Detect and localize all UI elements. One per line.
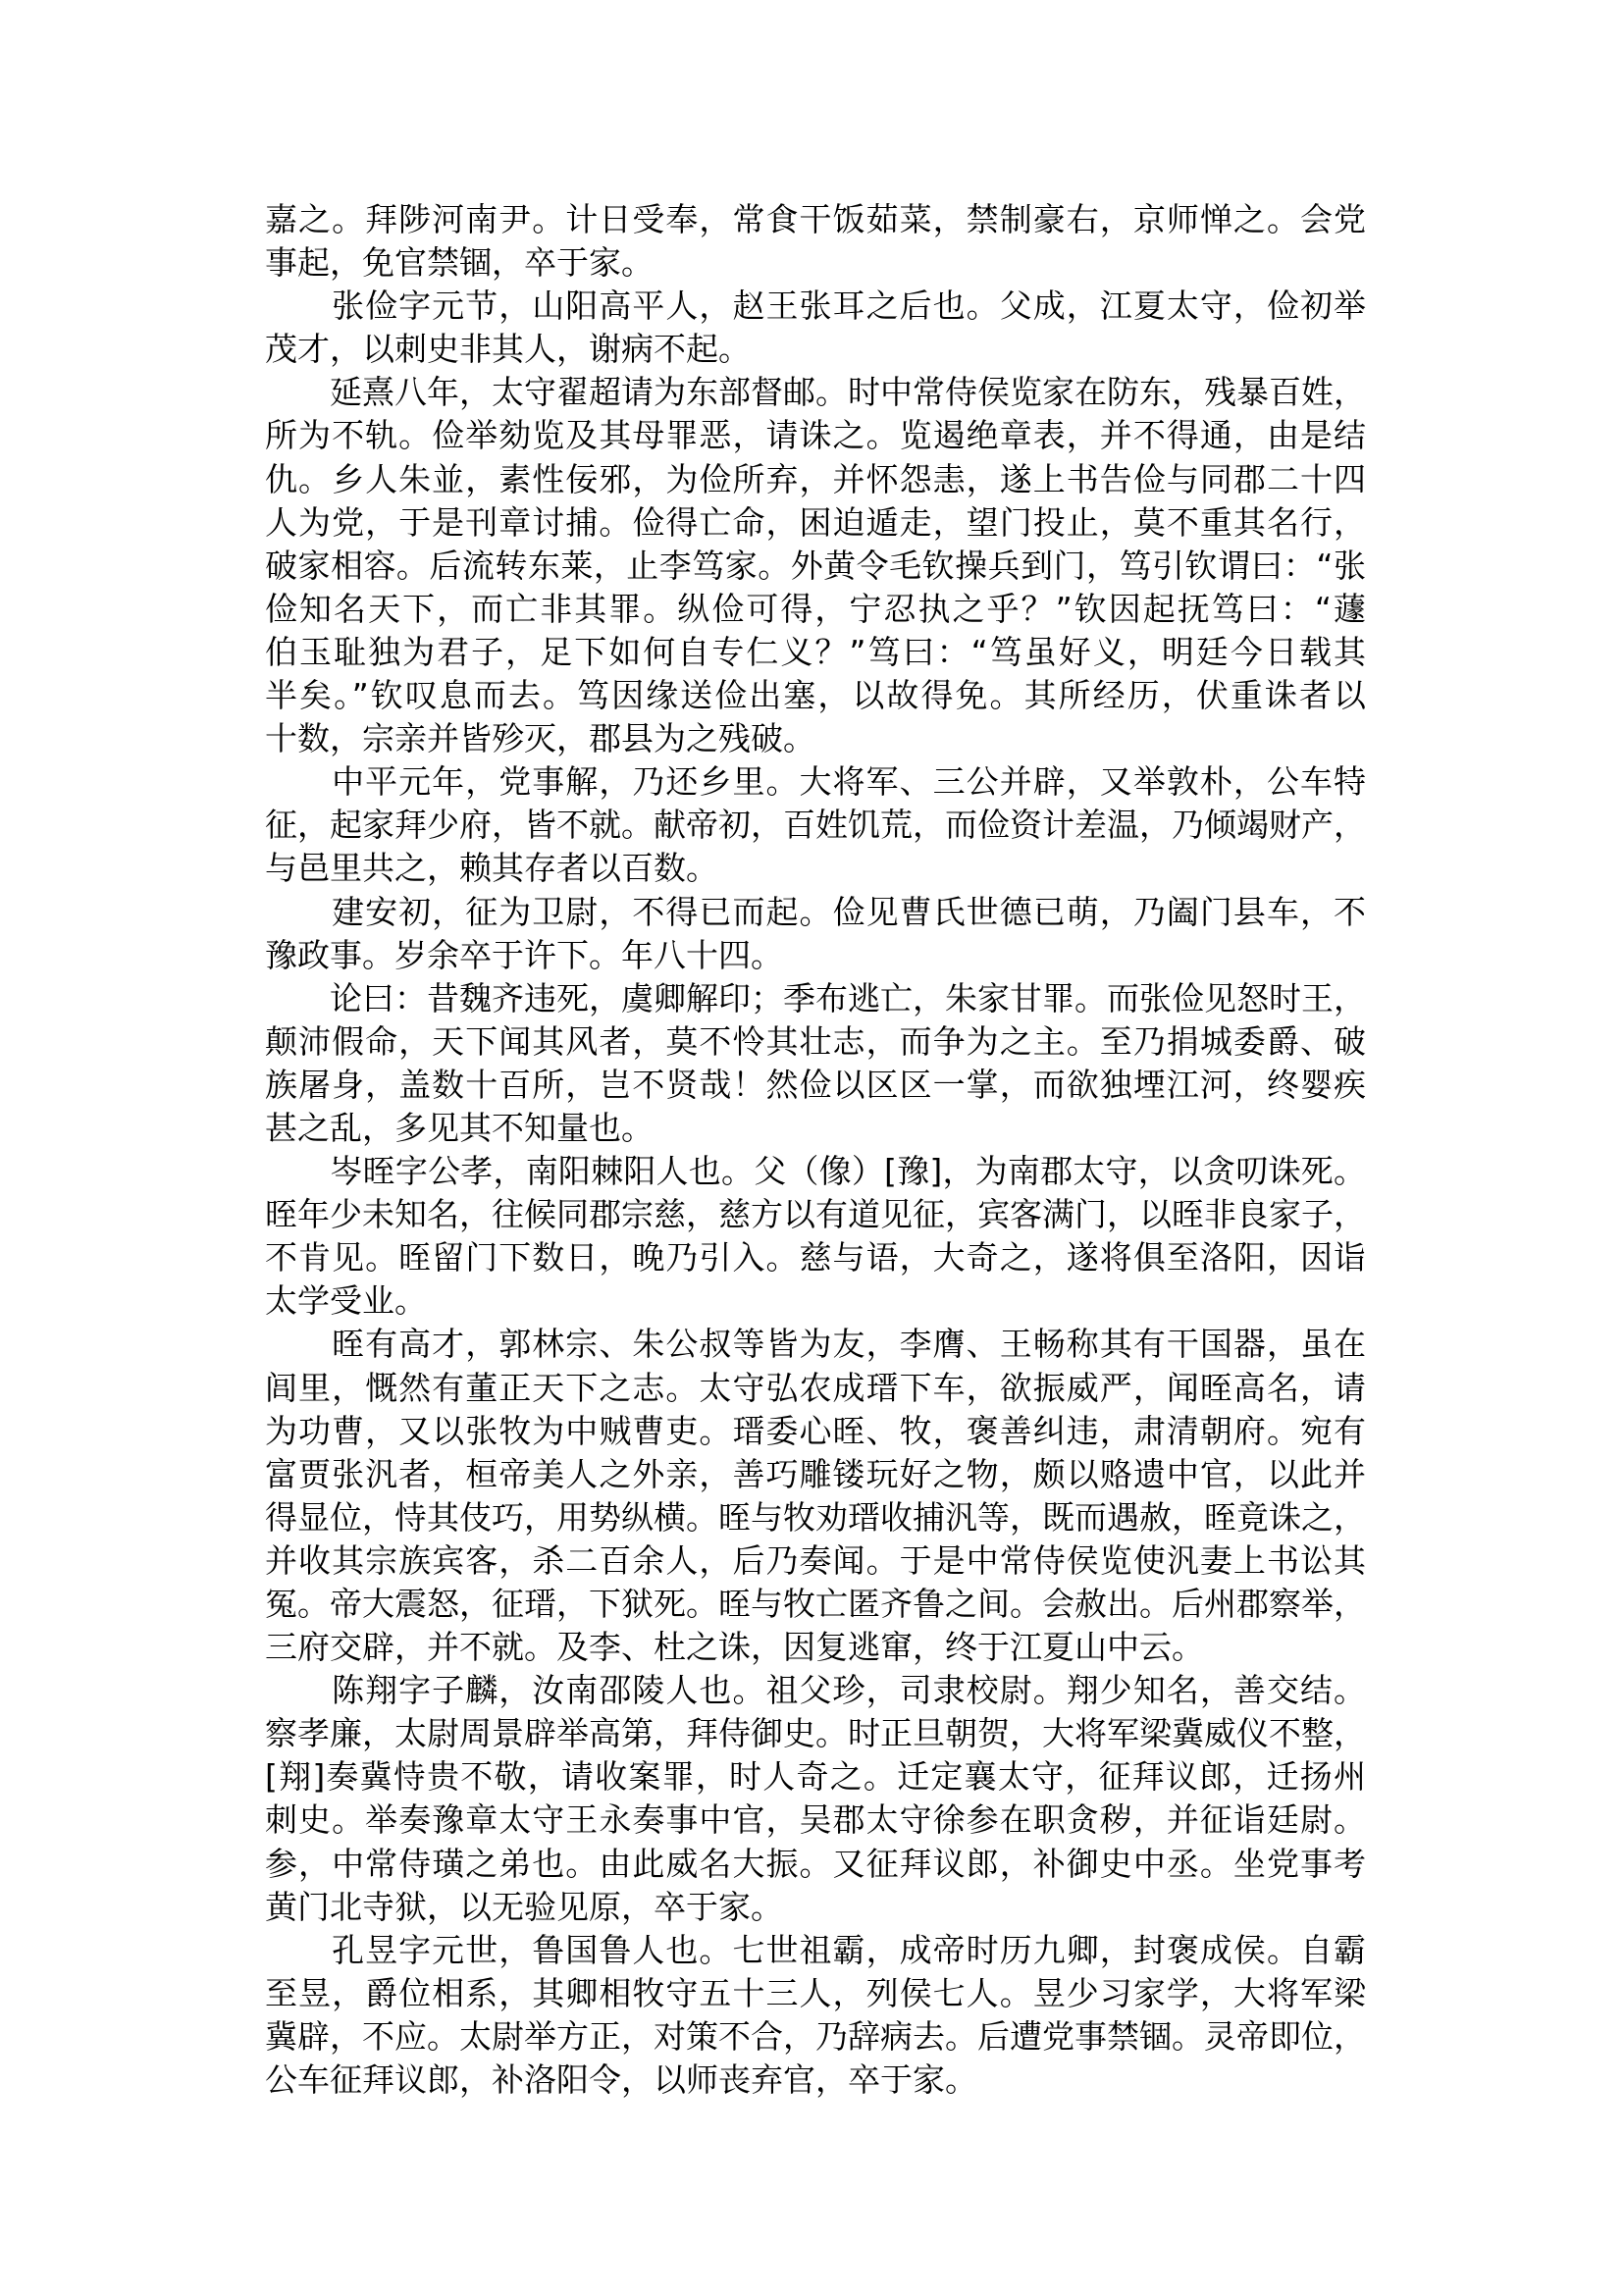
text-line: 为功曹，又以张牧为中贼曹吏。瑨委心晊、牧，褒善纠违，肃清朝府。宛有: [265, 1411, 1366, 1450]
text-line: 参，中常侍璜之弟也。由此威名大振。又征拜议郎，补御史中丞。坐党事考: [265, 1844, 1366, 1883]
text-line: 破家相容。后流转东莱，止李笃家。外黄令毛钦操兵到门，笃引钦谓曰：“张: [265, 546, 1366, 585]
text-line: 与邑里共之，赖其存者以百数。: [265, 849, 718, 888]
text-line: 黄门北寺狱，以无验见原，卒于家。: [265, 1887, 783, 1926]
text-line: 太学受业。: [265, 1281, 427, 1321]
text-line: 嘉之。拜陟河南尹。计日受奉，常食干饭茹菜，禁制豪右，京师惮之。会党: [265, 200, 1366, 238]
text-line: 征，起家拜少府，皆不就。献帝初，百姓饥荒，而俭资计差温，乃倾竭财产，: [265, 806, 1366, 845]
text-line: 十数，宗亲并皆殄灭，郡县为之残破。: [265, 719, 815, 758]
text-line: 陈翔字子麟，汝南邵陵人也。祖父珍，司隶校尉。翔少知名，善交结。: [265, 1671, 1366, 1710]
text-line: 延熹八年，太守翟超请为东部督邮。时中常侍侯览家在防东，残暴百姓，: [265, 373, 1366, 412]
text-line: 冀辟，不应。太尉举方正，对策不合，乃辞病去。后遭党事禁锢。灵帝即位，: [265, 2016, 1366, 2056]
text-line: 刺史。举奏豫章太守王永奏事中官，吴郡太守徐参在职贪秽，并征诣廷尉。: [265, 1800, 1366, 1840]
text-line: 至昱，爵位相系，其卿相牧守五十三人，列侯七人。昱少习家学，大将军梁: [265, 1973, 1366, 2012]
text-line: 晊有高才，郭林宗、朱公叔等皆为友，李膺、王畅称其有干国器，虽在: [265, 1325, 1366, 1364]
text-line: 公车征拜议郎，补洛阳令，以师丧弃官，卒于家。: [265, 2060, 977, 2100]
text-line: 三府交辟，并不就。及李、杜之诛，因复逃窜，终于江夏山中云。: [265, 1628, 1204, 1667]
text-line: 建安初，征为卫尉，不得已而起。俭见曹氏世德已萌，乃阖门县车，不: [265, 892, 1366, 931]
text-line: 闾里，慨然有董正天下之志。太守弘农成瑨下车，欲振威严，闻晊高名，请: [265, 1368, 1366, 1407]
text-line: 茂才，以刺史非其人，谢病不起。: [265, 330, 751, 369]
text-line: 论曰：昔魏齐违死，虞卿解印；季布逃亡，朱家甘罪。而张俭见怒时王，: [265, 978, 1366, 1017]
text-line: 颠沛假命，天下闻其风者，莫不怜其壮志，而争为之主。至乃捐城委爵、破: [265, 1021, 1366, 1061]
text-line: 所为不轨。俭举劾览及其母罪恶，请诛之。览遏绝章表，并不得通，由是结: [265, 416, 1366, 455]
text-line: 察孝廉，太尉周景辟举高第，拜侍御史。时正旦朝贺，大将军梁冀威仪不整，: [265, 1714, 1366, 1753]
text-line: 甚之乱，多见其不知量也。: [265, 1108, 654, 1147]
text-line: 伯玉耻独为君子，足下如何自专仁义？”笃曰：“笃虽好义，明廷今日载其: [265, 632, 1366, 671]
text-line: 族屠身，盖数十百所，岂不贤哉！然俭以区区一掌，而欲独堙江河，终婴疾: [265, 1065, 1366, 1104]
document-page: [265, 198, 1366, 2102]
text-line: 人为党，于是刊章讨捕。俭得亡命，困迫遁走，望门投止，莫不重其名行，: [265, 502, 1366, 542]
text-line: 不肯见。晊留门下数日，晚乃引入。慈与语，大奇之，遂将俱至洛阳，因诣: [265, 1238, 1366, 1277]
text-line: 并收其宗族宾客，杀二百余人，后乃奏闻。于是中常侍侯览使汎妻上书讼其: [265, 1540, 1366, 1580]
text-line: [翔]奏冀恃贵不敬，请收案罪，时人奇之。迁定襄太守，征拜议郎，迁扬州: [265, 1757, 1366, 1797]
text-line: 俭知名天下，而亡非其罪。纵俭可得，宁忍执之乎？”钦因起抚笃曰：“蘧: [265, 589, 1366, 628]
text-line: 岑晊字公孝，南阳棘阳人也。父（像）[豫]，为南郡太守，以贪叨诛死。: [265, 1152, 1366, 1191]
text-line: 中平元年，党事解，乃还乡里。大将军、三公并辟，又举敦朴，公车特: [265, 762, 1366, 802]
text-line: 冤。帝大震怒，征瑨，下狱死。晊与牧亡匿齐鲁之间。会赦出。后州郡察举，: [265, 1585, 1366, 1623]
text-line: 豫政事。岁余卒于许下。年八十四。: [265, 935, 783, 974]
text-line: 仇。乡人朱並，素性佞邪，为俭所弃，并怀怨恚，遂上书告俭与同郡二十四: [265, 459, 1366, 498]
text-line: 得显位，恃其伎巧，用势纵横。晊与牧劝瑨收捕汎等，既而遇赦，晊竟诛之，: [265, 1497, 1366, 1537]
text-line: 富贾张汎者，桓帝美人之外亲，善巧雕镂玩好之物，颇以赂遗中官，以此并: [265, 1454, 1366, 1493]
text-line: 张俭字元节，山阳高平人，赵王张耳之后也。父成，江夏太守，俭初举: [265, 287, 1366, 326]
text-line: 半矣。”钦叹息而去。笃因缘送俭出塞，以故得免。其所经历，伏重诛者以: [265, 676, 1366, 715]
text-line: 孔昱字元世，鲁国鲁人也。七世祖霸，成帝时历九卿，封褒成侯。自霸: [265, 1930, 1366, 1969]
text-line: 事起，免官禁锢，卒于家。: [265, 243, 654, 283]
text-line: 晊年少未知名，往候同郡宗慈，慈方以有道见征，宾客满门，以晊非良家子，: [265, 1195, 1366, 1234]
text-lines-container: [265, 198, 1366, 2102]
